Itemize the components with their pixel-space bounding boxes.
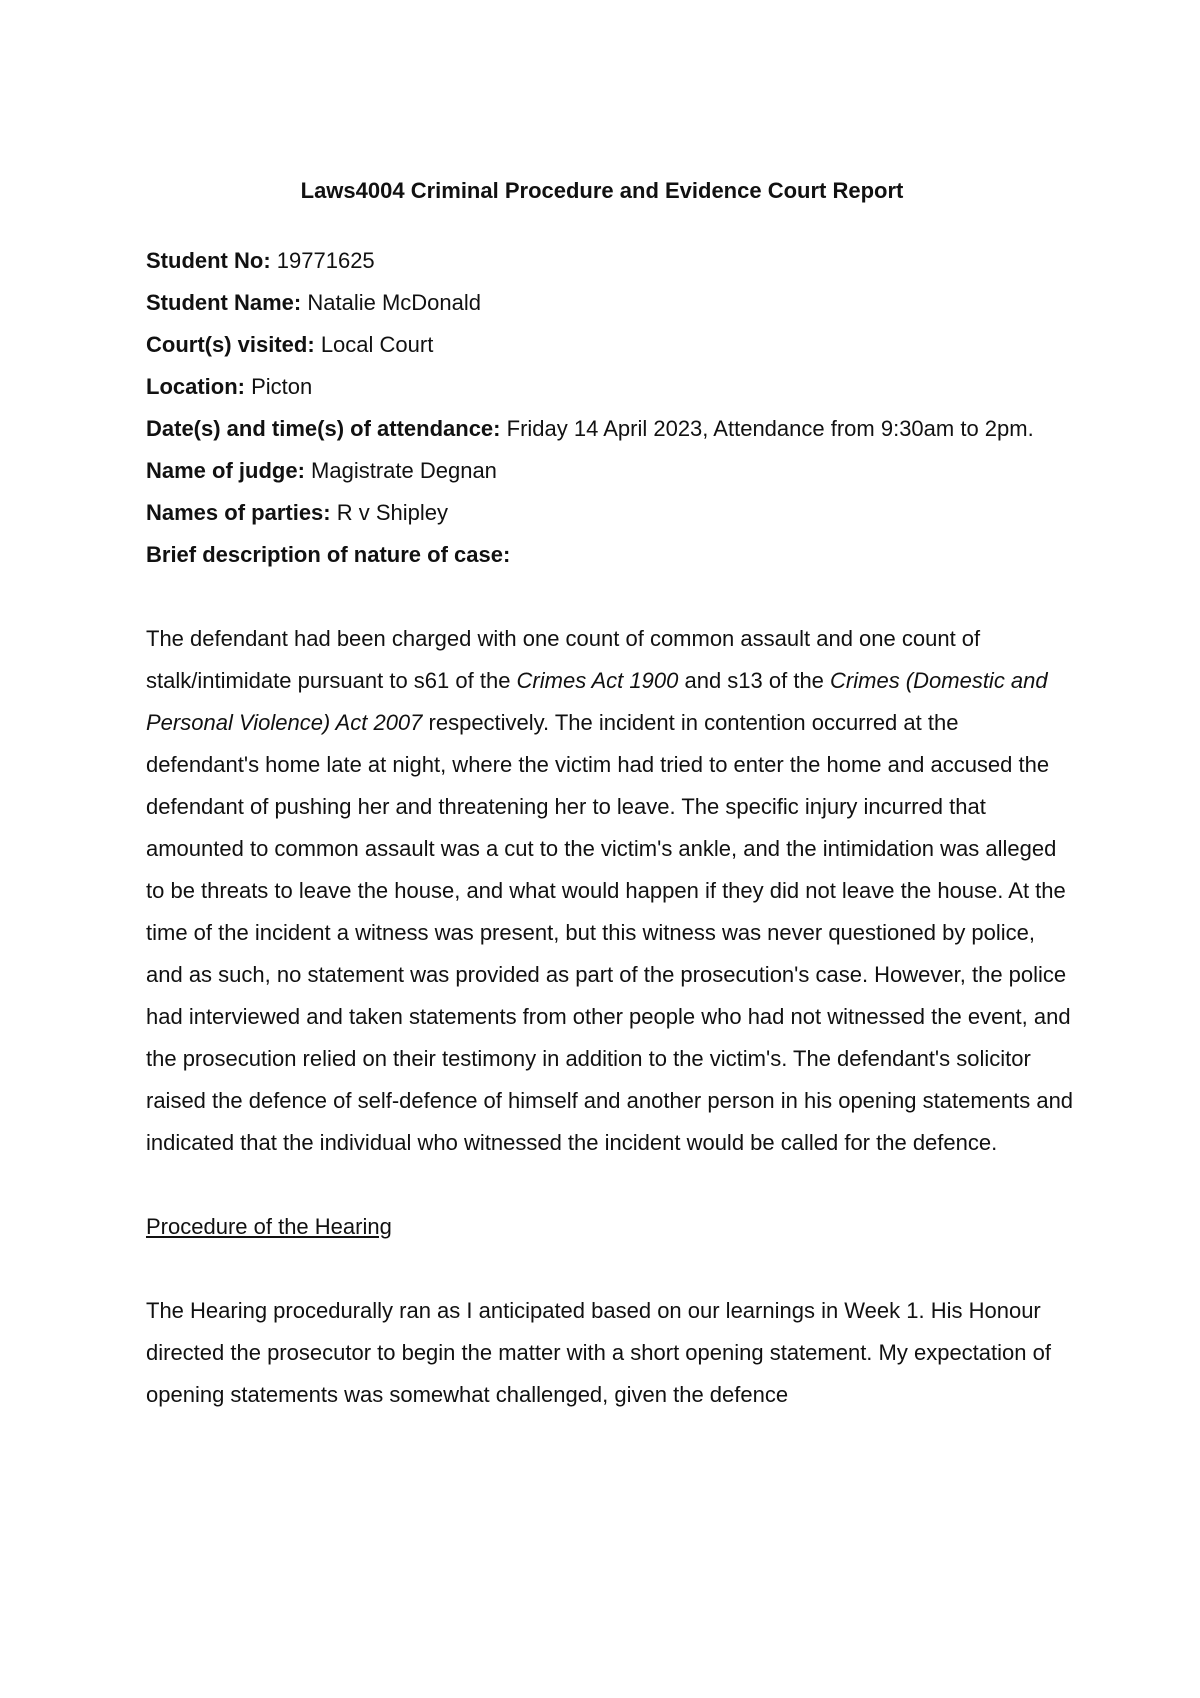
case-description-paragraph [146, 618, 1076, 1164]
field-value: Friday 14 April 2023, Attendance from 9:30am to 2pm. [506, 416, 1034, 441]
field-case-description [146, 534, 1076, 576]
text-run: and s13 of the [678, 668, 831, 693]
act-citation: Crimes (Domestic and Personal Violence) Act 2007 [146, 668, 1048, 735]
field-student-name [146, 282, 1076, 324]
field-label: Location: [146, 374, 245, 399]
field-courts-visited [146, 324, 1076, 366]
field-value: Local Court [320, 332, 434, 357]
field-value: Natalie McDonald [307, 290, 482, 315]
paragraph-gap [146, 1248, 1076, 1290]
paragraph-gap [146, 576, 1076, 618]
field-label: Student No: [146, 248, 271, 273]
procedure-paragraph: The Hearing procedurally ran as I anticipated based on our learnings in Week 1. His Honour directed the prosecutor to begin the matter with a short opening statement. My expectation of opening statements was somewhat challenged, given the defence [146, 1298, 1051, 1407]
field-value: Picton [251, 374, 313, 399]
field-value: R v Shipley [336, 500, 449, 525]
field-value: 19771625 [276, 248, 375, 273]
field-label: Student Name: [146, 290, 302, 315]
field-location [146, 366, 1076, 408]
field-judge [146, 450, 1076, 492]
text-run: The defendant had been charged with one count of common assault and one count of stalk/intimidate pursuant to s61 of the [146, 626, 981, 693]
field-label: Court(s) visited: [146, 332, 315, 357]
document-body [146, 170, 1076, 1416]
field-student-no [146, 240, 1076, 282]
text-run: respectively. The incident in contention occurred at the defendant's home late at night, where the victim had tried to enter the home and accused the defendant of pushing her and threatening her to leave. The specific injury incurred that amounted to common assault was a cut to the victim's ankle, and the intimidation was alleged to be threats to leave the house, and what would happen if they did not leave the house. At the time of the incident a witness was present, but this witness was never questioned by police, and as such, no statement was provided as part of the prosecution's case. However, the police had interviewed and taken statements from other people who had not witnessed the event, and the prosecution relied on their testimony in addition to the victim's. The defendant's solicitor raised the defence of self-defence of himself and another person in his opening statements and indicated that the individual who witnessed the incident would be called for the defence. [146, 710, 1074, 1155]
field-label: Brief description of nature of case: [146, 542, 511, 567]
document-title: Laws4004 Criminal Procedure and Evidence Court Report [300, 178, 904, 203]
field-label: Names of parties: [146, 500, 331, 525]
act-citation: Crimes Act 1900 [516, 668, 679, 693]
section-heading: Procedure of the Hearing [146, 1214, 392, 1239]
field-attendance [146, 408, 1076, 450]
field-label: Name of judge: [146, 458, 305, 483]
field-value: Magistrate Degnan [311, 458, 497, 483]
paragraph-gap [146, 1164, 1076, 1206]
field-parties [146, 492, 1076, 534]
field-label: Date(s) and time(s) of attendance: [146, 416, 501, 441]
